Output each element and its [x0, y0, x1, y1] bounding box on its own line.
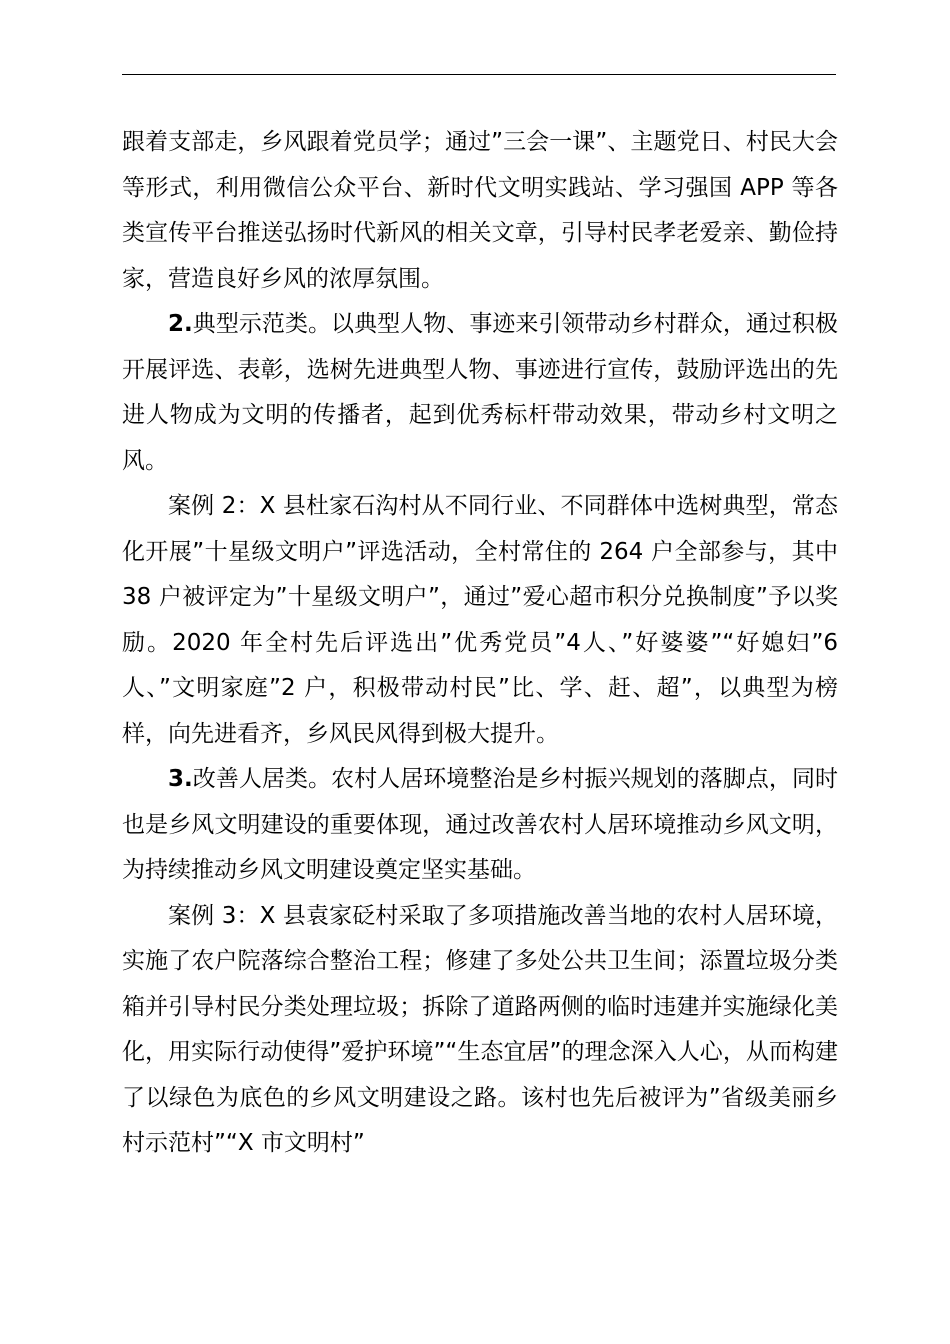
- section-number: 2.: [168, 311, 193, 337]
- document-body: [122, 120, 838, 1167]
- paragraph-continuation: [122, 120, 838, 302]
- paragraph-text: 典型示范类。以典型人物、事迹来引领带动乡村群众，通过积极开展评选、表彰，选树先进典型人物、事迹进行宣传，鼓励评选出的先进人物成为文明的传播者，起到优秀标杆带动效果，带动乡村文明之风。: [122, 311, 838, 474]
- paragraph-text: 案例 3：X 县袁家砭村采取了多项措施改善当地的农村人居环境，实施了农户院落综合整治工程；修建了多处公共卫生间；添置垃圾分类箱并引导村民分类处理垃圾；拆除了道路两侧的临时违建并实施绿化美化，用实际行动使得”爱护环境”“生态宜居”的理念深入人心，从而构建了以绿色为底色的乡风文明建设之路。该村也先后被评为”省级美丽乡村示范村”“X 市文明村”: [122, 902, 838, 1156]
- paragraph-case-3: [122, 894, 838, 1167]
- paragraph-case-2: [122, 484, 838, 757]
- paragraph-section-2: [122, 302, 838, 484]
- paragraph-text: 改善人居类。农村人居环境整治是乡村振兴规划的落脚点，同时也是乡风文明建设的重要体现，通过改善农村人居环境推动乡风文明，为持续推动乡风文明建设奠定坚实基础。: [122, 766, 838, 883]
- paragraph-text: 案例 2：X 县杜家石沟村从不同行业、不同群体中选树典型，常态化开展”十星级文明户”评选活动，全村常住的 264 户全部参与，其中 38 户被评定为”十星级文明户”，通过”爱心超市积分兑换制度”予以奖励。2020 年全村先后评选出”优秀党员”4人、”好婆婆”“好媳妇”6 人、”文明家庭”2 户，积极带动村民”比、学、赶、超”，以典型为榜样，向先进看齐，乡风民风得到极大提升。: [122, 493, 838, 747]
- paragraph-section-3: [122, 757, 838, 894]
- header-rule: [122, 74, 836, 75]
- paragraph-text: 跟着支部走，乡风跟着党员学；通过”三会一课”、主题党日、村民大会等形式，利用微信公众平台、新时代文明实践站、学习强国 APP 等各类宣传平台推送弘扬时代新风的相关文章，引导村民孝老爱亲、勤俭持家，营造良好乡风的浓厚氛围。: [122, 129, 838, 292]
- section-number: 3.: [168, 766, 193, 792]
